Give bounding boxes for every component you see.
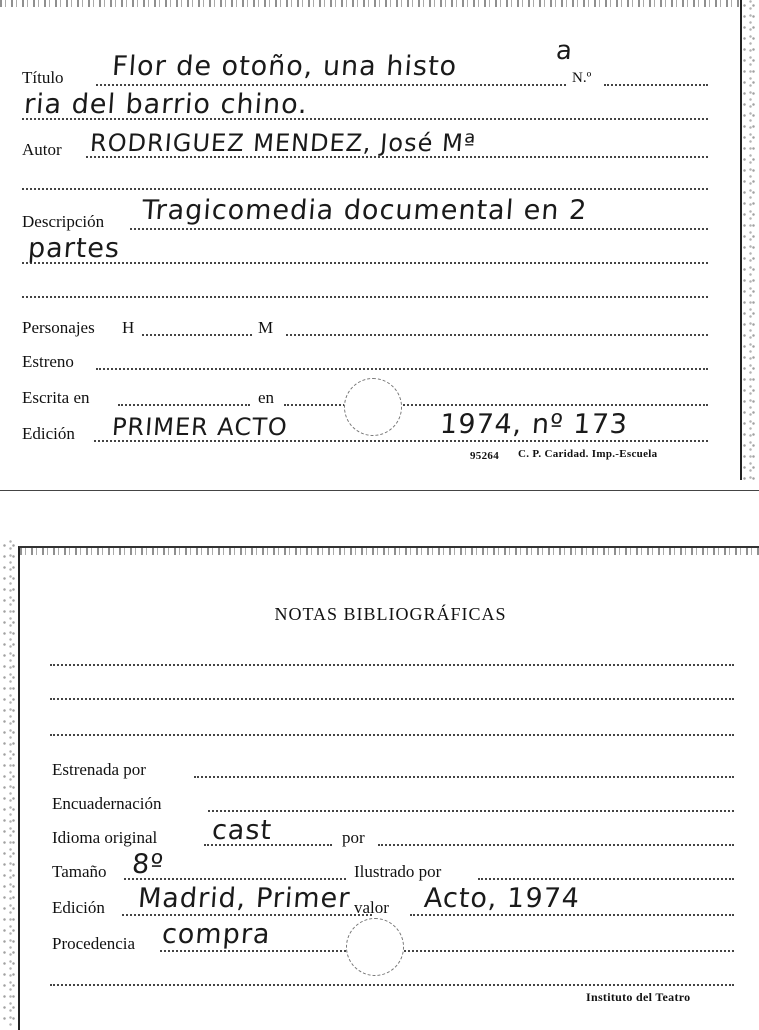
titulo-line-1 [96, 84, 566, 86]
edicion-handwriting-2: 1974, nº 173 [438, 409, 629, 440]
escrita-line [118, 404, 250, 406]
procedencia-line [160, 950, 734, 952]
edicion-handwriting-1: PRIMER ACTO [111, 413, 289, 441]
descripcion-line-2 [22, 262, 708, 264]
card-edge-texture-bottom [20, 548, 759, 555]
valor-line [410, 914, 734, 916]
label-edicion-bottom: Edición [52, 898, 105, 917]
footer-institute: Instituto del Teatro [586, 990, 691, 1004]
blank-line-2 [22, 296, 708, 298]
imprint-number: 95264 [470, 450, 499, 462]
notas-line-1 [50, 664, 734, 666]
edicion-bottom-handwriting-1: Madrid, Primer [136, 883, 352, 914]
blank-line-1 [22, 188, 708, 190]
label-numero: N.º [572, 70, 592, 86]
label-valor: valor [354, 898, 389, 917]
label-personajes: Personajes [22, 318, 95, 337]
label-tamano: Tamaño [52, 862, 107, 881]
notas-heading: NOTAS BIBLIOGRÁFICAS [274, 604, 507, 624]
scan-noise-right [740, 0, 759, 480]
descripcion-handwriting-2: partes [26, 233, 122, 264]
procedencia-handwriting: compra [160, 919, 272, 950]
label-estrenada-por: Estrenada por [52, 760, 146, 779]
edicion-bottom-line [122, 914, 372, 916]
personajes-m-line [286, 334, 708, 336]
edicion-bottom-handwriting-2: Acto, 1974 [422, 883, 581, 914]
idioma-handwriting: cast [210, 815, 274, 846]
titulo-handwriting-1: Flor de otoño, una histo [110, 51, 459, 82]
autor-handwriting: RODRIGUEZ MENDEZ, José Mª [89, 129, 478, 157]
label-por: por [342, 828, 365, 847]
scan-separator-line [0, 490, 759, 491]
titulo-handwriting-2: ria del barrio chino. [22, 89, 309, 120]
label-titulo: Título [22, 68, 64, 87]
catalog-card-top [0, 0, 742, 480]
label-ilustrado-por: Ilustrado por [354, 862, 442, 881]
label-estreno: Estreno [22, 352, 74, 371]
scan-noise-left [0, 540, 18, 1028]
label-autor: Autor [22, 140, 62, 159]
ilustrado-line [478, 878, 734, 880]
notas-line-2 [50, 698, 734, 700]
numero-line [604, 84, 708, 86]
label-edicion: Edición [22, 424, 75, 443]
personajes-h-line [142, 334, 252, 336]
punch-hole-bottom [346, 918, 404, 976]
encuadernacion-line [208, 810, 734, 812]
titulo-handwriting-a: a [554, 36, 574, 66]
notas-line-last [50, 984, 734, 986]
label-m: M [258, 318, 274, 337]
label-idioma-original: Idioma original [52, 828, 158, 847]
estreno-line [96, 368, 708, 370]
descripcion-line-1 [130, 228, 708, 230]
tamano-handwriting: 8º [130, 849, 166, 880]
catalog-card-bottom [18, 546, 759, 1030]
label-en: en [258, 388, 275, 407]
punch-hole [344, 378, 402, 436]
notas-line-3 [50, 734, 734, 736]
label-encuadernacion: Encuadernación [52, 794, 162, 813]
imprint-text: C. P. Caridad. Imp.-Escuela [518, 448, 658, 460]
card-edge-texture [0, 0, 740, 7]
por-line [378, 844, 734, 846]
label-descripcion: Descripción [22, 212, 105, 231]
label-h: H [122, 318, 135, 337]
label-procedencia: Procedencia [52, 934, 136, 953]
estrenada-line [194, 776, 734, 778]
descripcion-handwriting-1: Tragicomedia documental en 2 [140, 195, 589, 226]
label-escrita-en: Escrita en [22, 388, 90, 407]
